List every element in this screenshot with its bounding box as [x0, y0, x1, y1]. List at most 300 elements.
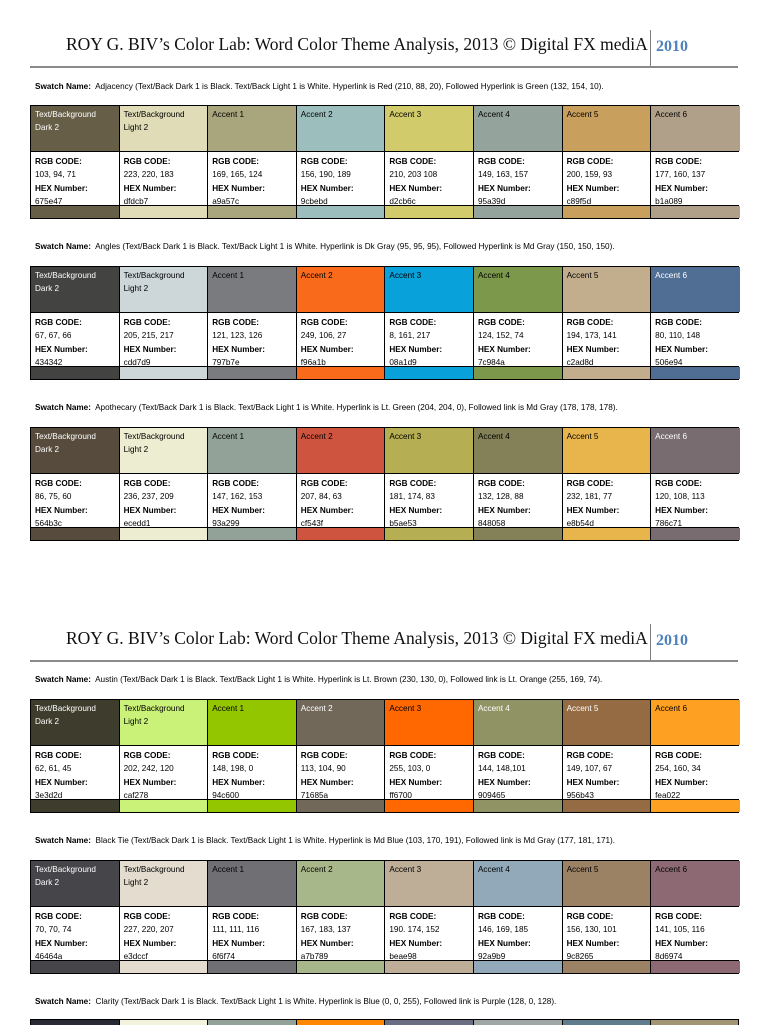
rgb-label: RGB CODE:	[566, 912, 614, 921]
rgb-label: RGB CODE:	[389, 157, 437, 166]
rgb-label: RGB CODE:	[477, 157, 525, 166]
color-code-cell	[208, 152, 297, 205]
color-swatch-cell	[651, 961, 740, 973]
rgb-value: 103, 94, 71	[35, 170, 76, 180]
rgb-label: RGB CODE:	[123, 912, 171, 921]
swatch-table	[30, 860, 739, 974]
color-name-cell: Accent 3	[385, 700, 474, 745]
hex-label: HEX Number:	[300, 344, 354, 354]
color-code-cell	[208, 746, 297, 799]
hex-label: HEX Number:	[655, 777, 708, 787]
hex-value: 92a9b9	[477, 951, 506, 961]
color-swatch-cell	[297, 961, 386, 973]
header-year: 2010	[656, 38, 688, 55]
hex-value: dfdcb7	[123, 196, 149, 206]
hex-value: b5ae53	[389, 518, 417, 528]
hex-value: 786c71	[655, 518, 683, 528]
rgb-value: 169, 165, 124	[212, 170, 263, 180]
color-code-cell	[31, 746, 120, 799]
rgb-value: 70, 70, 74	[35, 925, 72, 935]
rgb-label: RGB CODE:	[566, 318, 614, 327]
rgb-label: RGB CODE:	[212, 318, 260, 327]
color-code-cell	[651, 746, 740, 799]
color-swatch-cell	[208, 206, 297, 218]
color-name-cell: Accent 3	[385, 267, 474, 312]
rgb-label: RGB CODE:	[477, 318, 525, 327]
color-code-cell	[651, 907, 740, 960]
hex-value: c89f5d	[566, 196, 592, 206]
header-divider	[650, 624, 651, 660]
color-swatch-cell	[474, 367, 563, 379]
rgb-value: 236, 237, 209	[123, 492, 174, 502]
color-swatch-cell	[651, 206, 740, 218]
hex-value: 797b7e	[212, 357, 240, 367]
color-swatch-cell	[297, 367, 386, 379]
color-code-cell	[208, 907, 297, 960]
color-name-cell: Accent 1	[208, 428, 297, 473]
hex-label: HEX Number:	[300, 505, 354, 515]
color-swatch-cell	[651, 800, 740, 812]
color-swatch-cell	[208, 961, 297, 973]
color-swatch-cell	[208, 528, 297, 540]
rgb-value: 113, 104, 90	[300, 764, 346, 774]
color-name-cell	[31, 1020, 120, 1025]
color-name-cell: Accent 2	[297, 861, 386, 906]
color-swatch-cell	[120, 961, 209, 973]
hex-value: d2cb6c	[389, 196, 416, 206]
hex-label: HEX Number:	[477, 183, 531, 193]
color-swatch-cell	[385, 367, 474, 379]
color-swatch-cell	[385, 961, 474, 973]
rgb-value: 202, 242, 120	[123, 764, 174, 774]
color-name-cell: Accent 1	[208, 267, 297, 312]
hex-label: HEX Number:	[123, 344, 177, 354]
hex-label: HEX Number:	[566, 505, 620, 515]
color-swatch-cell	[651, 367, 740, 379]
hex-label: HEX Number:	[477, 938, 531, 948]
rgb-label: RGB CODE:	[655, 479, 703, 488]
rgb-value: 223, 220, 183	[123, 170, 174, 180]
color-name-cell: Accent 6	[651, 861, 740, 906]
rgb-value: 111, 111, 116	[212, 925, 260, 935]
hex-value: 46464a	[35, 951, 63, 961]
color-name-cell: Text/Background Light 2	[120, 861, 209, 906]
hex-label: HEX Number:	[35, 938, 88, 948]
rgb-label: RGB CODE:	[35, 751, 82, 760]
hex-value: c2ad8d	[566, 357, 594, 367]
color-name-cell: Accent 6	[651, 428, 740, 473]
hex-value: 848058	[477, 518, 506, 528]
swatch-name-label: Swatch Name:	[35, 675, 91, 684]
color-swatch-cell	[563, 367, 652, 379]
color-name-cell: Text/Background Light 2	[120, 267, 209, 312]
color-code-cell	[208, 313, 297, 366]
color-name-cell: Accent 3	[385, 428, 474, 473]
color-name-cell: Accent 6	[651, 106, 740, 151]
color-name-cell: Text/Background Light 2	[120, 428, 209, 473]
hex-label: HEX Number:	[123, 505, 177, 515]
rgb-value: 156, 190, 189	[300, 170, 351, 180]
rgb-label: RGB CODE:	[300, 912, 348, 921]
swatch-name-line	[35, 403, 755, 412]
swatch-header-row	[31, 700, 738, 745]
rgb-value: 254, 160, 34	[655, 764, 701, 774]
rgb-label: RGB CODE:	[123, 318, 171, 327]
rgb-label: RGB CODE:	[35, 479, 82, 488]
rgb-label: RGB CODE:	[389, 751, 437, 760]
rgb-value: 132, 128, 88	[477, 492, 524, 502]
hex-value: a9a57c	[212, 196, 240, 206]
color-name-cell: Text/Background Light 2	[120, 106, 209, 151]
swatch-header-row	[31, 428, 738, 473]
hex-value: 6f6f74	[212, 951, 235, 961]
rgb-label: RGB CODE:	[655, 751, 703, 760]
color-code-cell	[297, 313, 386, 366]
hex-value: beae98	[389, 951, 417, 961]
hex-label: HEX Number:	[123, 183, 177, 193]
swatch-color-strip	[31, 961, 738, 973]
hex-label: HEX Number:	[212, 505, 265, 515]
swatch-code-row	[31, 473, 738, 528]
hex-value: 93a299	[212, 518, 240, 528]
color-swatch-cell	[385, 800, 474, 812]
rgb-value: 156, 130, 101	[566, 925, 617, 935]
color-swatch-cell	[120, 206, 209, 218]
color-name-cell: Text/Background Light 2	[120, 700, 209, 745]
hex-value: 94c600	[212, 790, 240, 800]
rgb-value: 80, 110, 148	[655, 331, 701, 341]
swatch-description: Apothecary (Text/Back Dark 1 is Black. Text/Back Light 1 is White. Hyperlink is Lt. Green (204, 204, 0), Followed link is Md Gray (178, 178, 178).	[95, 403, 618, 412]
color-code-cell	[31, 474, 120, 527]
color-code-cell	[474, 746, 563, 799]
hex-label: HEX Number:	[566, 344, 620, 354]
color-code-cell	[474, 313, 563, 366]
rgb-value: 249, 106, 27	[300, 331, 347, 341]
rgb-value: 146, 169, 185	[477, 925, 529, 935]
rgb-label: RGB CODE:	[212, 157, 260, 166]
rgb-label: RGB CODE:	[477, 479, 525, 488]
color-name-cell	[474, 1020, 563, 1025]
color-name-cell: Accent 1	[208, 106, 297, 151]
color-code-cell	[297, 474, 386, 527]
swatch-name-label: Swatch Name:	[35, 997, 91, 1006]
color-code-cell	[385, 152, 474, 205]
hex-value: 956b43	[566, 790, 594, 800]
color-swatch-cell	[31, 528, 120, 540]
color-name-cell: Accent 5	[563, 267, 652, 312]
swatch-color-strip	[31, 206, 738, 218]
hex-label: HEX Number:	[123, 777, 177, 787]
color-code-cell	[120, 746, 209, 799]
hex-value: fea022	[655, 790, 681, 800]
hex-label: HEX Number:	[212, 777, 265, 787]
rgb-label: RGB CODE:	[655, 912, 703, 921]
color-name-cell: Accent 4	[474, 428, 563, 473]
rgb-label: RGB CODE:	[300, 157, 348, 166]
color-code-cell	[297, 746, 386, 799]
color-swatch-cell	[563, 206, 652, 218]
hex-label: HEX Number:	[566, 777, 620, 787]
color-code-cell	[474, 907, 563, 960]
color-swatch-cell	[31, 206, 120, 218]
swatch-header-row	[31, 861, 738, 906]
color-code-cell	[31, 152, 120, 205]
swatch-header-row	[31, 106, 738, 151]
hex-label: HEX Number:	[655, 344, 708, 354]
swatch-name-line	[35, 82, 755, 91]
rgb-label: RGB CODE:	[566, 157, 614, 166]
rgb-value: 194, 173, 141	[566, 331, 617, 341]
hex-value: 506e94	[655, 357, 683, 367]
header-divider	[650, 30, 651, 66]
color-name-cell: Text/Background Dark 2	[31, 267, 120, 312]
hex-label: HEX Number:	[655, 938, 708, 948]
color-name-cell	[651, 1020, 739, 1025]
color-code-cell	[651, 152, 740, 205]
rgb-label: RGB CODE:	[123, 157, 171, 166]
swatch-code-row	[31, 151, 738, 206]
swatch-name-line	[35, 836, 755, 845]
color-name-cell: Text/Background Dark 2	[31, 700, 120, 745]
rgb-label: RGB CODE:	[212, 479, 260, 488]
page-title: ROY G. BIV’s Color Lab: Word Color Theme Analysis, 2013 © Digital FX mediA	[66, 34, 648, 54]
hex-label: HEX Number:	[123, 938, 177, 948]
hex-label: HEX Number:	[477, 344, 531, 354]
color-code-cell	[563, 746, 652, 799]
hex-label: HEX Number:	[477, 777, 531, 787]
color-code-cell	[385, 907, 474, 960]
swatch-description: Adjacency (Text/Back Dark 1 is Black. Text/Back Light 1 is White. Hyperlink is Red (210, 88, 20), Followed Hyperlink is Green (132, 154, 10).	[95, 82, 604, 91]
color-name-cell: Text/Background Dark 2	[31, 428, 120, 473]
hex-value: 3e3d2d	[35, 790, 63, 800]
color-code-cell	[563, 474, 652, 527]
rgb-label: RGB CODE:	[35, 318, 82, 327]
color-code-cell	[120, 907, 209, 960]
hex-value: 909465	[477, 790, 506, 800]
hex-value: cf543f	[300, 518, 324, 528]
hex-value: f96a1b	[300, 357, 326, 367]
hex-value: 9cbebd	[300, 196, 328, 206]
hex-value: e3dccf	[123, 951, 148, 961]
hex-value: ecedd1	[123, 518, 151, 528]
rgb-label: RGB CODE:	[566, 479, 614, 488]
color-swatch-cell	[385, 206, 474, 218]
hex-label: HEX Number:	[655, 183, 708, 193]
color-name-cell	[563, 1020, 652, 1025]
color-code-cell	[563, 907, 652, 960]
rgb-value: 121, 123, 126	[212, 331, 263, 341]
color-swatch-cell	[120, 528, 209, 540]
color-swatch-cell	[120, 367, 209, 379]
rgb-value: 141, 105, 116	[655, 925, 705, 935]
color-swatch-cell	[297, 206, 386, 218]
rgb-label: RGB CODE:	[389, 479, 437, 488]
color-name-cell: Accent 2	[297, 267, 386, 312]
hex-value: 8d6974	[655, 951, 683, 961]
hex-label: HEX Number:	[389, 344, 443, 354]
color-swatch-cell	[208, 367, 297, 379]
color-code-cell	[31, 313, 120, 366]
page-header	[30, 624, 738, 660]
color-name-cell	[385, 1020, 474, 1025]
hex-label: HEX Number:	[212, 183, 265, 193]
header-rule	[30, 66, 738, 68]
rgb-label: RGB CODE:	[477, 751, 525, 760]
color-name-cell: Text/Background Dark 2	[31, 861, 120, 906]
header-rule	[30, 660, 738, 662]
rgb-value: 86, 75, 60	[35, 492, 72, 502]
color-name-cell: Accent 4	[474, 267, 563, 312]
rgb-value: 8, 161, 217	[389, 331, 431, 341]
rgb-label: RGB CODE:	[123, 751, 171, 760]
rgb-value: 147, 162, 153	[212, 492, 263, 502]
hex-label: HEX Number:	[389, 777, 443, 787]
swatch-table	[30, 699, 739, 813]
rgb-value: 149, 163, 157	[477, 170, 529, 180]
rgb-value: 255, 103, 0	[389, 764, 431, 774]
color-swatch-cell	[563, 800, 652, 812]
rgb-label: RGB CODE:	[123, 479, 171, 488]
color-swatch-cell	[474, 206, 563, 218]
hex-label: HEX Number:	[212, 938, 265, 948]
hex-value: 9c8265	[566, 951, 594, 961]
rgb-label: RGB CODE:	[389, 912, 437, 921]
hex-value: 7c984a	[477, 357, 505, 367]
hex-value: 95a39d	[477, 196, 506, 206]
swatch-name-label: Swatch Name:	[35, 403, 91, 412]
swatch-description: Austin (Text/Back Dark 1 is Black. Text/Back Light 1 is White. Hyperlink is Lt. Brown (230, 130, 0), Followed link is Lt. Orange (255, 169, 74).	[95, 675, 603, 684]
color-name-cell: Accent 3	[385, 106, 474, 151]
rgb-label: RGB CODE:	[300, 318, 348, 327]
color-name-cell: Accent 1	[208, 861, 297, 906]
color-swatch-cell	[208, 800, 297, 812]
color-code-cell	[651, 313, 740, 366]
color-code-cell	[563, 152, 652, 205]
rgb-label: RGB CODE:	[300, 751, 348, 760]
rgb-value: 200, 159, 93	[566, 170, 613, 180]
rgb-label: RGB CODE:	[655, 318, 703, 327]
color-swatch-cell	[474, 961, 563, 973]
color-swatch-cell	[474, 800, 563, 812]
rgb-value: 190. 174, 152	[389, 925, 440, 935]
hex-value: 08a1d9	[389, 357, 417, 367]
hex-label: HEX Number:	[566, 938, 620, 948]
color-swatch-cell	[385, 528, 474, 540]
hex-label: HEX Number:	[35, 777, 88, 787]
rgb-label: RGB CODE:	[566, 751, 614, 760]
swatch-color-strip	[31, 800, 738, 812]
swatch-description: Black Tie (Text/Back Dark 1 is Black. Text/Back Light 1 is White. Hyperlink is Md Blue (103, 170, 191), Followed link is Md Gray (177, 181, 171).	[95, 836, 616, 845]
hex-label: HEX Number:	[35, 505, 88, 515]
hex-value: 675e47	[35, 196, 63, 206]
rgb-value: 205, 215, 217	[123, 331, 174, 341]
swatch-code-row	[31, 312, 738, 367]
color-swatch-cell	[120, 800, 209, 812]
color-name-cell: Accent 5	[563, 428, 652, 473]
swatch-table	[30, 105, 739, 219]
color-name-cell: Text/Background Dark 2	[31, 106, 120, 151]
header-year: 2010	[656, 632, 688, 649]
color-name-cell: Accent 2	[297, 106, 386, 151]
color-swatch-cell	[297, 800, 386, 812]
rgb-value: 210, 203 108	[389, 170, 438, 180]
hex-value: 434342	[35, 357, 63, 367]
color-name-cell: Accent 4	[474, 106, 563, 151]
hex-label: HEX Number:	[389, 183, 443, 193]
color-code-cell	[385, 474, 474, 527]
page-header	[30, 30, 738, 66]
hex-label: HEX Number:	[300, 777, 354, 787]
color-name-cell	[208, 1020, 297, 1025]
rgb-label: RGB CODE:	[477, 912, 525, 921]
swatch-table	[30, 266, 739, 380]
swatch-header-row	[31, 267, 738, 312]
color-name-cell: Accent 5	[563, 700, 652, 745]
swatch-color-strip	[31, 367, 738, 379]
swatch-name-label: Swatch Name:	[35, 836, 91, 845]
hex-label: HEX Number:	[477, 505, 531, 515]
hex-value: 71685a	[300, 790, 329, 800]
color-code-cell	[563, 313, 652, 366]
swatch-code-row	[31, 745, 738, 800]
swatch-table	[30, 427, 739, 541]
color-name-cell: Accent 5	[563, 861, 652, 906]
hex-value: cdd7d9	[123, 357, 151, 367]
color-code-cell	[120, 152, 209, 205]
color-code-cell	[31, 907, 120, 960]
color-code-cell	[297, 907, 386, 960]
color-name-cell	[297, 1020, 386, 1025]
hex-label: HEX Number:	[655, 505, 708, 515]
color-name-cell: Accent 2	[297, 428, 386, 473]
rgb-value: 124, 152, 74	[477, 331, 524, 341]
color-swatch-cell	[651, 528, 740, 540]
color-code-cell	[474, 474, 563, 527]
swatch-code-row	[31, 906, 738, 961]
color-code-cell	[297, 152, 386, 205]
color-name-cell: Accent 5	[563, 106, 652, 151]
rgb-value: 144, 148,101	[477, 764, 526, 774]
rgb-label: RGB CODE:	[212, 751, 260, 760]
color-swatch-cell	[31, 367, 120, 379]
swatch-description: Clarity (Text/Back Dark 1 is Black. Text/Back Light 1 is White. Hyperlink is Blue (0, 0, 255), Followed link is Purple (128, 0, 128).	[95, 997, 557, 1006]
swatch-table-partial	[30, 1019, 739, 1025]
hex-value: ff6700	[389, 790, 412, 800]
rgb-label: RGB CODE:	[35, 912, 82, 921]
rgb-value: 62, 61, 45	[35, 764, 72, 774]
color-code-cell	[474, 152, 563, 205]
color-code-cell	[385, 746, 474, 799]
rgb-value: 149, 107, 67	[566, 764, 613, 774]
color-swatch-cell	[563, 961, 652, 973]
color-name-cell: Accent 4	[474, 700, 563, 745]
color-swatch-cell	[297, 528, 386, 540]
color-code-cell	[120, 313, 209, 366]
rgb-value: 181, 174, 83	[389, 492, 435, 502]
rgb-value: 227, 220, 207	[123, 925, 174, 935]
rgb-label: RGB CODE:	[389, 318, 437, 327]
color-swatch-cell	[563, 528, 652, 540]
swatch-color-strip	[31, 528, 738, 540]
color-name-cell	[120, 1020, 209, 1025]
hex-value: caf278	[123, 790, 149, 800]
rgb-value: 148, 198, 0	[212, 764, 254, 774]
rgb-value: 207, 84, 63	[300, 492, 342, 502]
hex-label: HEX Number:	[300, 183, 354, 193]
color-code-cell	[120, 474, 209, 527]
hex-label: HEX Number:	[35, 183, 88, 193]
rgb-label: RGB CODE:	[655, 157, 703, 166]
